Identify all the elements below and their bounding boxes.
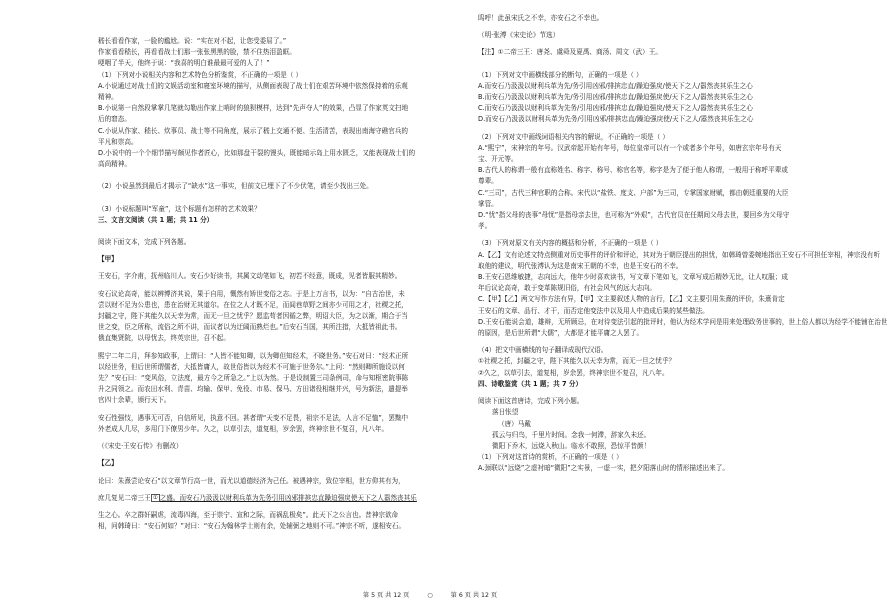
option-a: A.颈联以“远烧”之虚衬暗“微阳”之实景，一虚一实，把夕阳落山时的情形描述出来了。 xyxy=(478,464,729,473)
option-a: A.【乙】文有论述文特点侧重对历史事件的评价和评论，其对为于朝臣提出的担忧，如韩琦曾委婉地指出王安石不可担任宰相，神宗没有听 xyxy=(478,250,881,259)
option-b-cont: 后的窘态。 xyxy=(98,115,131,124)
footnote-marker: ① xyxy=(152,494,158,501)
passage-line: 呜呼！此虽宋氏之不幸，亦安石之不幸也。 xyxy=(478,14,604,22)
sentence-1: ①社稷之托，封疆之守，陛下其能久以天幸为常，而无一旦之忧乎？ xyxy=(478,357,676,366)
option-a-cont: 宝、开元等。 xyxy=(478,155,518,164)
passage-line: 官四十余辈，颁行天下。 xyxy=(98,396,171,405)
section-heading: 四、诗歌鉴赏（共 1 题；共 7 分） xyxy=(478,379,583,388)
option-b: B.王安石恩维敏捷，志向远大，他年少时喜欢读书，写文章下笔如飞，文章写成后精妙无比，让人叹服；成 xyxy=(478,273,788,282)
poem-line: 微阳下乔木，远烧入秋山。临水不敢照，恐惊平昔颜！ xyxy=(492,441,651,450)
passage-line: 相，问韩琦曰：“安石何如？”对曰：“安石为翰林学士则有余，处辅弼之地则不可。”神宗不听，遂相安石。 xyxy=(98,522,406,531)
question-4: （4）把文中画横线的句子翻译成现代汉语。 xyxy=(478,346,608,355)
page-number-right: 第 6 页 共 12 页 xyxy=(450,592,498,599)
passage-line: 尝以财不足为公患也，患在治财无其道尔。在位之人才既不足，而闾巷草野之间亦少可用之才，社稷之托， xyxy=(98,300,408,309)
passage-line: 安石议论高奇，能以辨博济其说，果于自用，慨然有矫世变俗之志。于是上万言书，以为：“自古治世，未 xyxy=(98,289,405,298)
passage-line: 世之变，臣之所称，流俗之所不讲，而议者以为迂阔而熟烂也。”后安石当国，其所注措，大抵皆祖此书。 xyxy=(98,323,402,332)
passage-line: 熙宁二年二月，拜参知政事，上谓曰：“人皆不能知卿，以为卿但知经术，不晓世务。”安石对曰：“经术正所 xyxy=(98,351,409,360)
question-1: （1）下列对小说相关内容和艺术特色分析鉴赏，不正确的一项是（ ） xyxy=(98,70,303,79)
option-c: C.而安石乃汲汲以财利兵革为先务/引用凶邪/排摈忠直/躁迫强戾/使天下之人/嚣然丧其乐生之心 xyxy=(478,104,753,113)
story-line: 哽咽了半天，他终于说：“我喜的明白谁最最可爱的人了！” xyxy=(98,59,270,68)
footnote: 【注】①二帝三王：唐尧、虞舜及夏禹、商汤、周文（武）王。 xyxy=(478,48,662,57)
option-d-cont: 孝。 xyxy=(478,222,492,231)
option-d-cont: 的原因，是后世所谓“大儒”，大都是才能平庸之人罢了。 xyxy=(478,329,644,338)
question-3: （3）下列对原文有关内容的概括和分析，不正确的一项是（ ） xyxy=(478,239,663,248)
poem-author: （唐）马戴 xyxy=(498,419,531,428)
option-c: C.小说从作家、嵇长、炊事员、战士等不同角度，展示了嵇上交通不便、生活清苦，表现出南海守礁官兵的 xyxy=(98,126,409,135)
right-text xyxy=(478,13,887,475)
option-c-cont: 平凡和崇高。 xyxy=(98,137,138,146)
sentence-2: ②久之，以草引去，道复相，岁余罢，终神宗世不复召，凡八年。 xyxy=(478,368,669,377)
passage-line-with-note xyxy=(98,493,418,504)
underlined-sentence: 之盛。而安石乃汲汲以财利兵革为先务引用凶邪排摈忠直躁迫强戾使天下之人嚣然丧其乐 xyxy=(159,493,417,502)
option-c-cont: 王安石的文章、品行、才干，而否定他变法中以及用人中造成后果的某些做法。 xyxy=(478,306,709,315)
page-separator: ○ xyxy=(427,592,433,599)
instruction: 阅读下面这首唐诗，完成下列小题。 xyxy=(478,397,584,406)
passage-line: 生之心。卒之群奸嗣虐，流毒四海，至于崇宁、宣和之际，而祸乱极矣”。此天下之公言也。昔神宗欲命 xyxy=(98,510,399,519)
left-page xyxy=(0,0,433,608)
option-a: A.“熙宁”，宋神宗的年号。汉武帝起开始有年号，每位皇帝可以有一个或者多个年号，如唐玄宗年号有天 xyxy=(478,143,782,152)
instruction: 阅读下面文本，完成下列各题。 xyxy=(98,238,191,247)
question-2: （2）下列对文中画线词语相关内容的解说，不正确的一项是（ ） xyxy=(478,132,669,141)
story-line: 嵇长看看作家，一脸的尴尬。说：“实在对不起，让您受委屈了。” xyxy=(98,37,287,45)
passage-line: 王安石，字介甫，抚州临川人。安石少好读书，其属文动笔如飞，初若不经意，既成，见者皆服其精妙。 xyxy=(98,272,402,281)
option-a: A.小说通过对战士们的文娱活动室和寝室环境的描写，从侧面表现了战士们在艰苦环境中依然保持着的乐观 xyxy=(98,81,408,90)
passage-yi-label: 【乙】 xyxy=(98,459,118,468)
option-a-cont: 精神。 xyxy=(98,93,118,102)
option-c: C.“三司”，古代三种官职的合称。宋代以“盐铁、度支、户部”为三司，专掌国家财赋，都由朝廷重要的大臣 xyxy=(478,188,789,197)
passage-line: 以经世务，但后世所谓儒者，大抵皆庸人，故世俗皆以为经术不可施于世务尔。”上问：“然则卿所施设以何 xyxy=(98,362,405,371)
passage-line: 安石性强忮，遇事无可否，自信所见，执意不回。甚者谓“天变不足畏，祖宗不足法，人言不足恤”，罢黜中 xyxy=(98,413,409,422)
question-2: （2）小说虽然到最后才揭示了“缺水”这一事实，但前文已埋下了不少伏笔，请至少找出三处。 xyxy=(98,182,373,191)
poem-line: 孤云与归鸟，千里片时间。念我一何滞，辞家久未还。 xyxy=(492,430,651,439)
option-b-cont: 尊辈。 xyxy=(478,177,498,186)
question-3: （3）小说标题叫“军童”，这个标题有怎样的艺术效果？ xyxy=(98,204,261,213)
passage-line: 升之同领之。而农田水利、青苗、均输、保甲、免役、市易、保马、方田诸役相继并兴，号为新法，遣提举 xyxy=(98,385,408,394)
question-1: （1）下列对文中画横线部分的断句，正确的一项是（ ） xyxy=(478,70,643,79)
option-b: B.而安石乃汲汲以财利兵革为先/务引用凶邪/排摈忠直/躁迫强戾使/天下之人/嚣然丧其乐生之心 xyxy=(478,93,753,102)
option-d-cont: 高尚精神。 xyxy=(98,160,131,169)
passage-jia-label: 【甲】 xyxy=(98,255,118,264)
poem-question-1: （1）下列对这首诗的赏析，不正确的一项是（ ） xyxy=(478,453,623,462)
poem-title: 落日怅望 xyxy=(492,408,519,417)
source-citation: （《宋史·王安石传》有删改） xyxy=(98,442,183,451)
option-a-cont: 取他的建议，明代张溥认为这是南宋王朝的不幸，也是王安石的不幸。 xyxy=(478,261,683,270)
option-c: C.【甲】【乙】两文写作方法有异，【甲】文主要叙述人物的言行，【乙】文主要引用朱熹的评价，朱熹肯定 xyxy=(478,295,785,304)
section-heading: 三、文言文阅读（共 1 题；共 11 分） xyxy=(98,215,214,224)
story-line: 作家看看嵇长，再看看战士们那一张张黑黑的脸，禁不住热泪盈眶。 xyxy=(98,48,296,57)
option-d: D.而安石乃汲汲以财利兵革为先务/引用凶邪/排摈忠直/躁迫强戾使/天下之人/嚣然丧其乐生之心 xyxy=(478,115,754,124)
right-page xyxy=(430,0,887,608)
passage-line: 俄直集贤院，以母忧去，终英宗世，召不起。 xyxy=(98,334,230,343)
passage-text: 庶几复见二帝三王 xyxy=(98,493,151,502)
option-b: B.古代人的称谓一般有直称姓名、称字、称号、称官名等，称字是为了便于他人称谓，一般用于称呼平辈或 xyxy=(478,166,788,175)
passage-line: 封疆之守，陛下其能久以天幸为常，而无一旦之忧乎？愿监苟者因循之弊，明诏大臣，为之以渐，期合于当 xyxy=(98,312,408,321)
passage-line: 外老成人几尽，多用门下僚男少年。久之，以草引去，道复相，岁余罢，终神宗世不复召，凡八年。 xyxy=(98,424,389,433)
option-c-cont: 掌管。 xyxy=(478,199,498,208)
passage-line: 先？”安石曰：“变风俗，立法度，最方今之所急之。”上以为然。于是设制置三司条例司，命与知枢密院事陈 xyxy=(98,374,409,383)
option-d: D.小说中的一个个细节描写颇见作者匠心，比如那盘干裂的馒头，既能暗示岛上用水匮乏，又能表现战士们的 xyxy=(98,149,416,158)
page-footer xyxy=(0,590,860,599)
left-text xyxy=(98,36,418,532)
source-citation: （明·张溥《宋史论》节选） xyxy=(478,31,560,40)
passage-line: 论曰：朱熹尝论安石“以文章节行高一世，而尤以道德经济为己任。被遇神宗，致位宰相，世方仰其有为， xyxy=(98,476,405,485)
option-d: D.王安石能说会道，雄辩，无所顾忌，在对待变法引起的批评时，他认为经术学问是用来处理政务世事的，世上俗人都以为经学不能铺在治世 xyxy=(478,317,887,326)
option-b-cont: 年后议论高奇，敢于变革陈规旧俗，有社会风气的远大志向。 xyxy=(478,284,657,293)
option-b: B.小说第一自然段掌掌几笔就勾勒出作家上哨时的狼狈模样，达到“先声夺人”的效果，凸显了作家英文扫地 xyxy=(98,104,409,113)
option-d: D.“忧”指父母的丧事“母忧”是指母亲去世，也可称为“外艰”，古代官员在任期间父母去世，要回乡为父母守 xyxy=(478,211,790,220)
page-number-left: 第 5 页 共 12 页 xyxy=(362,592,410,599)
option-a: A.而安石乃汲汲以财利兵革为先/务引用凶邪/排摈忠直/躁迫强戾/使天下之人/嚣然丧其乐生之心 xyxy=(478,81,753,90)
